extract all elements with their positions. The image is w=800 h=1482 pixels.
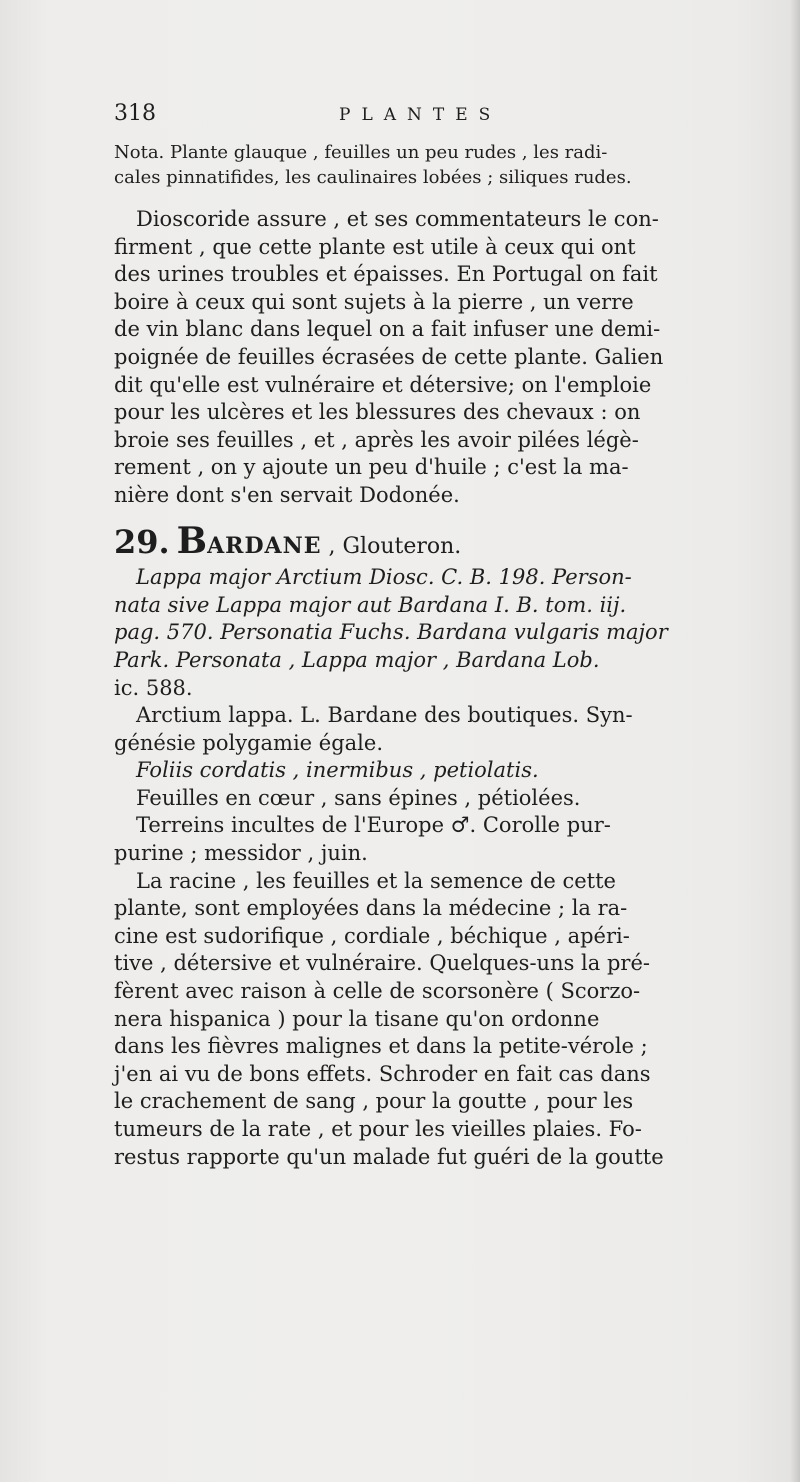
- synonymy-line: nata sive Lappa major aut Bardana I. B. tom. iij.: [114, 592, 627, 617]
- synonymy: [114, 564, 756, 702]
- linnaean-description: [114, 702, 756, 868]
- paragraph-line: des urines troubles et épaisses. En Portugal on fait: [114, 262, 658, 287]
- description-line: Terreins incultes de l'Europe ♂. Corolle pur-: [136, 813, 611, 838]
- paragraph-line: plante, sont employées dans la médecine ; la ra-: [114, 896, 628, 921]
- running-head: PLANTES: [339, 105, 502, 125]
- paragraph-line: le crachement de sang , pour la goutte , pour les: [114, 1089, 634, 1114]
- description-line: Feuilles en cœur , sans épines , pétiolées.: [136, 785, 581, 810]
- description-line: Arctium lappa. L. Bardane des boutiques. Syn-: [136, 703, 633, 728]
- entry-number: 29.: [114, 522, 170, 561]
- paragraph-line: tive , détersive et vulnéraire. Quelques-uns la pré-: [114, 951, 650, 976]
- paragraph-line: j'en ai vu de bons effets. Schroder en fait cas dans: [114, 1061, 651, 1086]
- text-block: [114, 100, 756, 1171]
- paragraph-line: broie ses feuilles , et , après les avoir pilées légè-: [114, 427, 639, 452]
- entry-initial: B: [176, 519, 208, 562]
- description-line: purine ; messidor , juin.: [114, 841, 368, 866]
- paragraph-line: restus rapporte qu'un malade fut guéri de la goutte: [114, 1144, 664, 1169]
- entry-synonym: , Glouteron.: [328, 533, 462, 559]
- paragraph-line: dans les fièvres malignes et dans la petite-vérole ;: [114, 1034, 648, 1059]
- paragraph-dioscoride: [114, 206, 756, 510]
- nota-line: cales pinnatifides, les caulinaires lobées ; siliques rudes.: [114, 167, 632, 188]
- paragraph-line: boire à ceux qui sont sujets à la pierre , un verre: [114, 289, 634, 314]
- paragraph-uses: [114, 868, 756, 1172]
- entry-heading: [114, 519, 756, 562]
- paragraph-line: Dioscoride assure , et ses commentateurs le con-: [136, 207, 659, 231]
- paragraph-line: nera hispanica ) pour la tisane qu'on ordonne: [114, 1006, 600, 1031]
- page-header: [114, 100, 756, 136]
- paragraph-line: nière dont s'en servait Dodonée.: [114, 482, 460, 507]
- spacer: [114, 190, 756, 206]
- paragraph-line: pour les ulcères et les blessures des chevaux : on: [114, 400, 641, 425]
- paragraph-line: poignée de feuilles écrasées de cette plante. Galien: [114, 344, 664, 369]
- paragraph-line: dit qu'elle est vulnéraire et détersive; on l'emploie: [114, 372, 652, 397]
- nota-note: [114, 140, 756, 190]
- paragraph-line: de vin blanc dans lequel on a fait infuser une demi-: [114, 317, 661, 342]
- entry-name: ARDANE: [207, 532, 322, 559]
- page-edge-shadow: [790, 0, 800, 1482]
- paragraph-line: cine est sudorifique , cordiale , béchique , apéri-: [114, 923, 630, 948]
- synonymy-line: Lappa major Arctium Diosc. C. B. 198. Person-: [136, 565, 632, 590]
- paragraph-line: La racine , les feuilles et la semence de cette: [136, 868, 616, 893]
- nota-line: Nota. Plante glauque , feuilles un peu rudes , les radi-: [114, 142, 608, 163]
- synonymy-line: ic. 588.: [114, 675, 193, 700]
- description-line: Foliis cordatis , inermibus , petiolatis.: [136, 758, 539, 783]
- page-number: 318: [114, 101, 156, 126]
- paragraph-line: firment , que cette plante est utile à ceux qui ont: [114, 234, 636, 259]
- paragraph-line: tumeurs de la rate , et pour les vieilles plaies. Fo-: [114, 1117, 642, 1141]
- synonymy-line: Park. Personata , Lappa major , Bardana Lob.: [114, 647, 600, 672]
- paragraph-line: rement , on y ajoute un peu d'huile ; c'est la ma-: [114, 455, 629, 480]
- synonymy-line: pag. 570. Personatia Fuchs. Bardana vulgaris major: [114, 620, 668, 645]
- paragraph-line: fèrent avec raison à celle de scorsonère ( Scorzo-: [114, 979, 641, 1004]
- description-line: génésie polygamie égale.: [114, 730, 383, 755]
